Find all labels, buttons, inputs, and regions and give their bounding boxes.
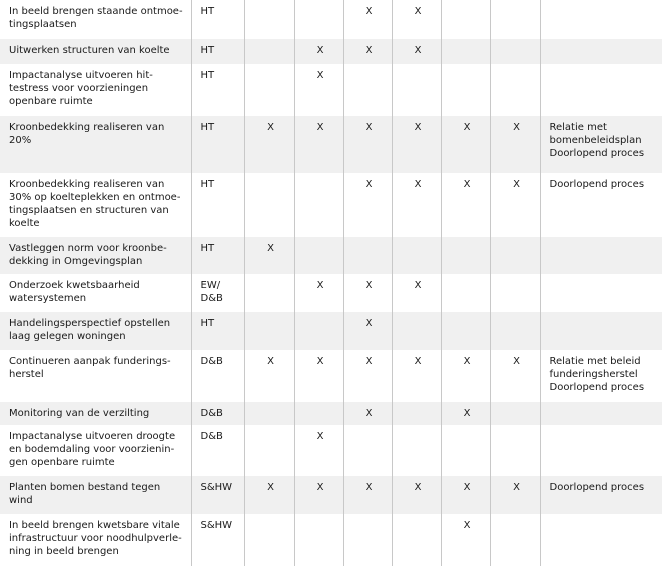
theme-code: HT — [191, 173, 244, 237]
remark: Doorlopend proces — [540, 173, 662, 237]
timeline-mark-4 — [392, 312, 441, 350]
table-row — [0, 425, 662, 476]
timeline-mark-3: X — [343, 116, 392, 173]
timeline-mark-4: X — [392, 39, 441, 64]
measure-description: Impactanalyse uitvoeren droogte en bodemdaling voor voorzienin-gen openbare ruimte — [0, 425, 191, 476]
timeline-mark-4: X — [392, 116, 441, 173]
timeline-mark-6 — [490, 64, 540, 116]
timeline-mark-3: X — [343, 402, 392, 425]
timeline-mark-1 — [244, 39, 294, 64]
timeline-mark-4 — [392, 64, 441, 116]
measure-description: In beeld brengen staande ontmoe-tingsplaatsen — [0, 0, 191, 39]
measure-description: Impactanalyse uitvoeren hit-testress voor voorzieningen openbare ruimte — [0, 64, 191, 116]
timeline-mark-2 — [294, 173, 343, 237]
remark — [540, 514, 662, 566]
theme-code: HT — [191, 39, 244, 64]
timeline-mark-5 — [441, 237, 490, 274]
timeline-mark-5: X — [441, 514, 490, 566]
timeline-mark-2 — [294, 312, 343, 350]
timeline-mark-2: X — [294, 476, 343, 514]
remark — [540, 274, 662, 312]
remark — [540, 39, 662, 64]
measure-description: Uitwerken structuren van koelte — [0, 39, 191, 64]
timeline-mark-2: X — [294, 425, 343, 476]
timeline-mark-5 — [441, 425, 490, 476]
timeline-mark-3 — [343, 64, 392, 116]
timeline-mark-6 — [490, 274, 540, 312]
timeline-mark-2 — [294, 237, 343, 274]
measure-description: In beeld brengen kwetsbare vitale infrastructuur voor noodhulpverle-ning in beeld brengen — [0, 514, 191, 566]
timeline-mark-4: X — [392, 350, 441, 402]
timeline-mark-1 — [244, 402, 294, 425]
timeline-mark-6 — [490, 514, 540, 566]
measure-description: Monitoring van de verzilting — [0, 402, 191, 425]
timeline-mark-3 — [343, 425, 392, 476]
timeline-mark-3: X — [343, 274, 392, 312]
timeline-mark-3: X — [343, 0, 392, 39]
timeline-mark-3: X — [343, 312, 392, 350]
table-row — [0, 173, 662, 237]
timeline-mark-5: X — [441, 476, 490, 514]
timeline-mark-1 — [244, 514, 294, 566]
table-row — [0, 64, 662, 116]
timeline-mark-2 — [294, 0, 343, 39]
table-row — [0, 476, 662, 514]
timeline-mark-5 — [441, 64, 490, 116]
theme-code: HT — [191, 312, 244, 350]
timeline-mark-3: X — [343, 350, 392, 402]
timeline-mark-6: X — [490, 476, 540, 514]
timeline-mark-6 — [490, 425, 540, 476]
theme-code: HT — [191, 237, 244, 274]
timeline-mark-2 — [294, 402, 343, 425]
timeline-mark-5 — [441, 312, 490, 350]
remark — [540, 237, 662, 274]
timeline-mark-1 — [244, 312, 294, 350]
timeline-mark-1 — [244, 0, 294, 39]
measure-description: Kroonbedekking realiseren van 30% op koelteplekken en ontmoe-tingsplaatsen en structuren van koelte — [0, 173, 191, 237]
timeline-mark-4 — [392, 514, 441, 566]
timeline-mark-1 — [244, 173, 294, 237]
timeline-mark-2: X — [294, 274, 343, 312]
table-row — [0, 350, 662, 402]
measure-description: Onderzoek kwetsbaarheid watersystemen — [0, 274, 191, 312]
timeline-mark-6 — [490, 402, 540, 425]
measure-description: Handelingsperspectief opstellen laag gelegen woningen — [0, 312, 191, 350]
table-row — [0, 274, 662, 312]
measure-description: Kroonbedekking realiseren van 20% — [0, 116, 191, 173]
timeline-mark-2: X — [294, 116, 343, 173]
timeline-mark-6 — [490, 39, 540, 64]
remark: Doorlopend proces — [540, 476, 662, 514]
table-row — [0, 116, 662, 173]
remark — [540, 402, 662, 425]
remark — [540, 425, 662, 476]
timeline-mark-6: X — [490, 173, 540, 237]
timeline-mark-4: X — [392, 0, 441, 39]
timeline-mark-4 — [392, 402, 441, 425]
timeline-mark-1: X — [244, 476, 294, 514]
timeline-mark-4 — [392, 237, 441, 274]
timeline-mark-1 — [244, 274, 294, 312]
table-row — [0, 312, 662, 350]
timeline-mark-1 — [244, 425, 294, 476]
timeline-mark-5: X — [441, 173, 490, 237]
timeline-mark-3: X — [343, 173, 392, 237]
table-row — [0, 39, 662, 64]
timeline-mark-6: X — [490, 350, 540, 402]
timeline-mark-1 — [244, 64, 294, 116]
timeline-mark-1: X — [244, 116, 294, 173]
timeline-mark-4: X — [392, 476, 441, 514]
measure-description: Continueren aanpak funderings-herstel — [0, 350, 191, 402]
remark — [540, 64, 662, 116]
timeline-mark-4 — [392, 425, 441, 476]
table-row — [0, 0, 662, 39]
theme-code: D&B — [191, 425, 244, 476]
timeline-mark-5: X — [441, 402, 490, 425]
timeline-mark-1: X — [244, 237, 294, 274]
remark: Relatie met bomenbeleidsplan Doorlopend proces — [540, 116, 662, 173]
timeline-mark-2: X — [294, 350, 343, 402]
remark: Relatie met beleid funderingsherstel Doorlopend proces — [540, 350, 662, 402]
timeline-mark-5 — [441, 0, 490, 39]
table-row — [0, 514, 662, 566]
timeline-mark-5 — [441, 274, 490, 312]
theme-code: HT — [191, 0, 244, 39]
timeline-mark-4: X — [392, 173, 441, 237]
timeline-mark-4: X — [392, 274, 441, 312]
timeline-mark-2: X — [294, 39, 343, 64]
table-row — [0, 237, 662, 274]
timeline-mark-5 — [441, 39, 490, 64]
timeline-mark-3 — [343, 237, 392, 274]
theme-code: EW/ D&B — [191, 274, 244, 312]
timeline-mark-5: X — [441, 350, 490, 402]
timeline-mark-1: X — [244, 350, 294, 402]
table-row — [0, 402, 662, 425]
timeline-mark-6 — [490, 237, 540, 274]
timeline-mark-3: X — [343, 39, 392, 64]
timeline-mark-6 — [490, 0, 540, 39]
timeline-mark-6 — [490, 312, 540, 350]
timeline-mark-3: X — [343, 476, 392, 514]
theme-code: HT — [191, 116, 244, 173]
remark — [540, 312, 662, 350]
theme-code: D&B — [191, 350, 244, 402]
remark — [540, 0, 662, 39]
theme-code: D&B — [191, 402, 244, 425]
theme-code: S&HW — [191, 476, 244, 514]
timeline-mark-3 — [343, 514, 392, 566]
measure-description: Vastleggen norm voor kroonbe-dekking in Omgevingsplan — [0, 237, 191, 274]
timeline-mark-2: X — [294, 64, 343, 116]
timeline-mark-6: X — [490, 116, 540, 173]
timeline-mark-5: X — [441, 116, 490, 173]
theme-code: S&HW — [191, 514, 244, 566]
timeline-mark-2 — [294, 514, 343, 566]
theme-code: HT — [191, 64, 244, 116]
measure-description: Planten bomen bestand tegen wind — [0, 476, 191, 514]
